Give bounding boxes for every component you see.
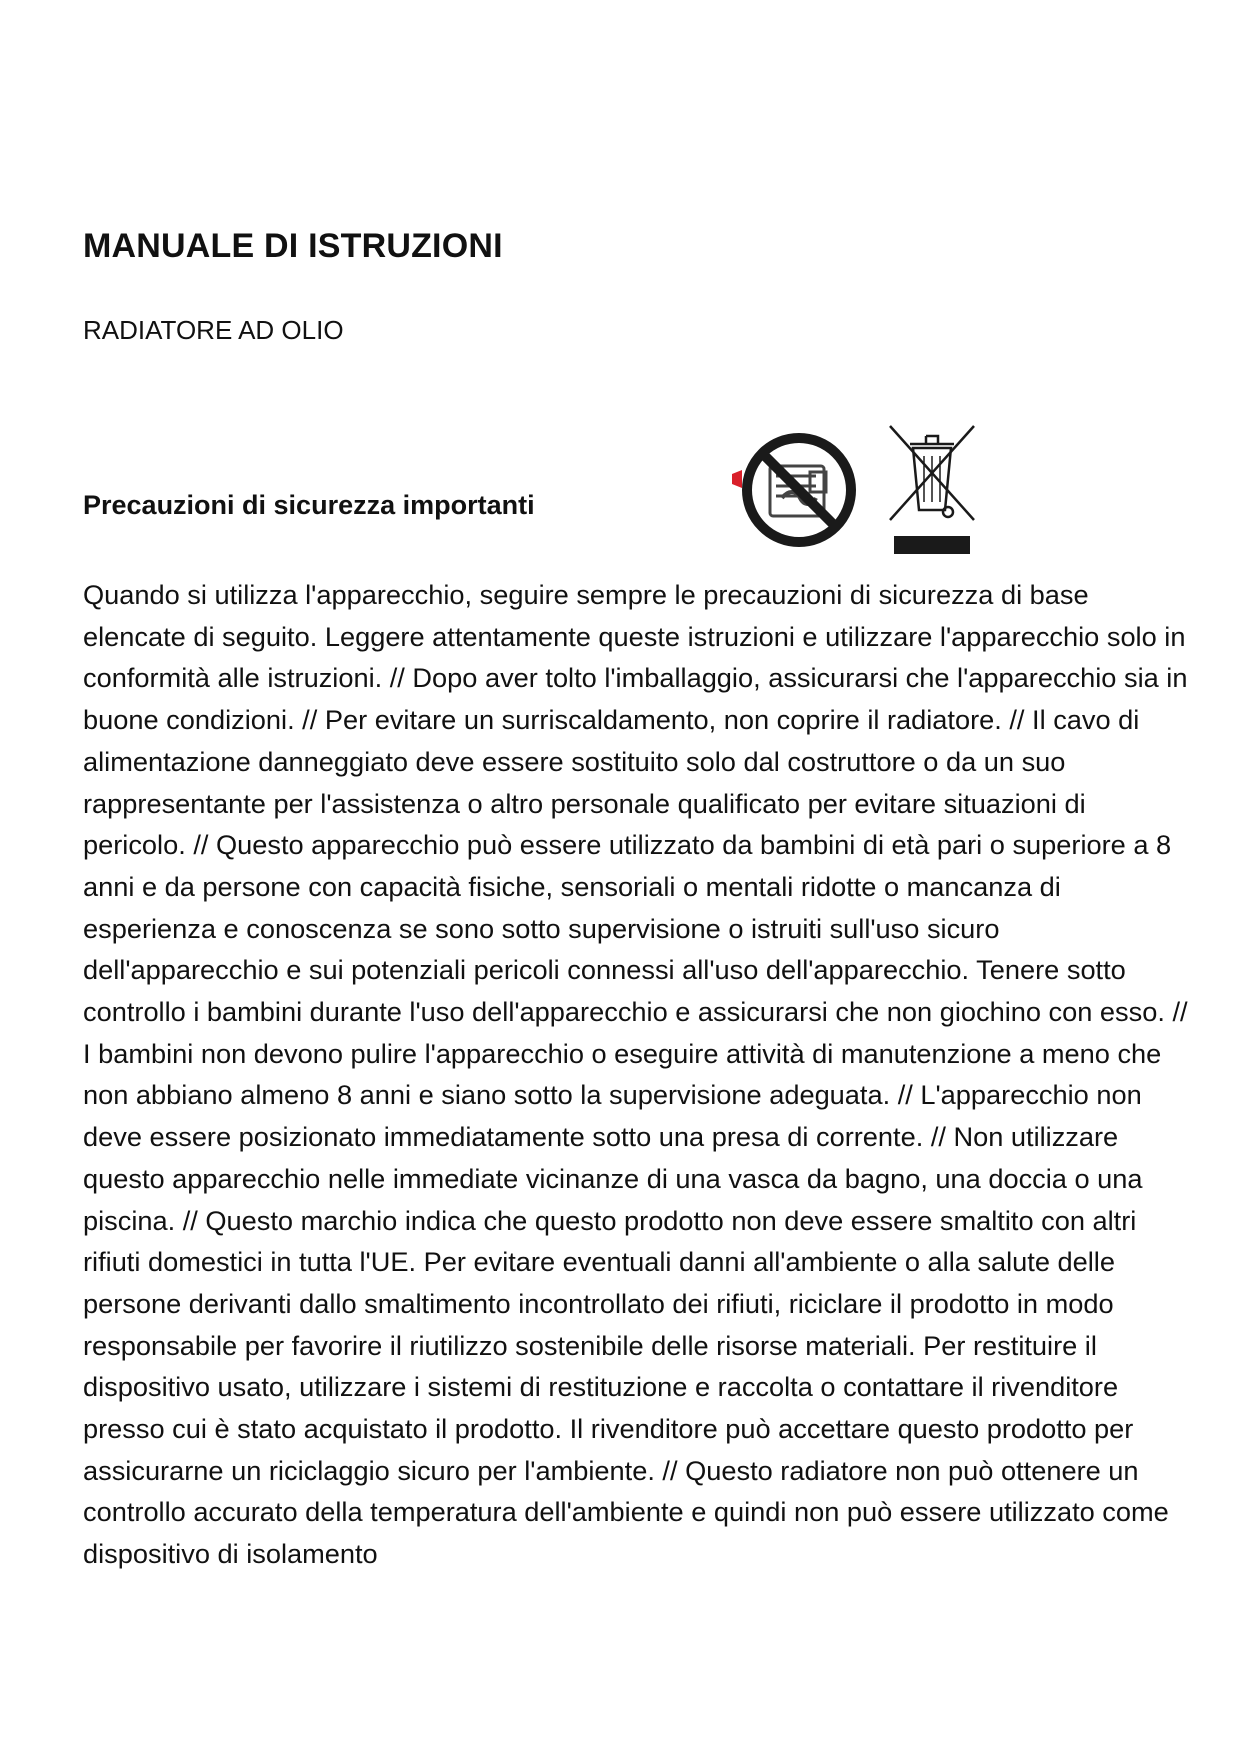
crossed-out-bin-icon [882, 420, 982, 555]
section-heading: Precauzioni di sicurezza importanti [83, 490, 535, 520]
do-not-cover-icon [732, 428, 867, 553]
safety-instructions-text: Quando si utilizza l'apparecchio, seguire sempre le precauzioni di sicurezza di base elencate di seguito. Leggere attentamente queste istruzioni e utilizzare l'apparecchio solo in conformità alle istruzioni. // Dopo aver tolto l'imballaggio, assicurarsi che l'apparecchio sia in buone condizioni. // Per evitare un surriscaldamento, non coprire il radiatore. // Il cavo di alimentazione danneggiato deve essere sostituito solo dal costruttore o da un suo rappresentante per l'assistenza o altro personale qualificato per evitare situazioni di pericolo. // Questo apparecchio può essere utilizzato da bambini di età pari o superiore a 8 anni e da persone con capacità fisiche, sensoriali o mentali ridotte o mancanza di esperienza e conoscenza se sono sotto supervisione o istruiti sull'uso sicuro dell'apparecchio e sui potenziali pericoli connessi all'uso dell'apparecchio. Tenere sotto controllo i bambini durante l'uso dell'apparecchio e assicurarsi che non giochino con esso. // I bambini non devono pulire l'apparecchio o eseguire attività di manutenzione a meno che non abbiano almeno 8 anni e siano sotto la supervisione adeguata. // L'apparecchio non deve essere posizionato immediatamente sotto una presa di corrente. // Non utilizzare questo apparecchio nelle immediate vicinanze di una vasca da bagno, una doccia o una piscina. // Questo marchio indica che questo prodotto non deve essere smaltito con altri rifiuti domestici in tutta l'UE. Per evitare eventuali danni all'ambiente o alla salute delle persone derivanti dallo smaltimento incontrollato dei rifiuti, riciclare il prodotto in modo responsabile per favorire il riutilizzo sostenibile delle risorse materiali. Per restituire il dispositivo usato, utilizzare i sistemi di restituzione e raccolta o contattare il rivenditore presso cui è stato acquistato il prodotto. Il rivenditore può accettare questo prodotto per assicurarne un riciclaggio sicuro per l'ambiente. // Questo radiatore non può ottenere un controllo accurato della temperatura dell'ambiente e quindi non può essere utilizzato come dispositivo di isolamento [83, 579, 1188, 1570]
document-title: MANUALE DI ISTRUZIONI [83, 227, 503, 265]
safety-icons [732, 420, 992, 555]
document-subtitle: RADIATORE AD OLIO [83, 315, 344, 345]
